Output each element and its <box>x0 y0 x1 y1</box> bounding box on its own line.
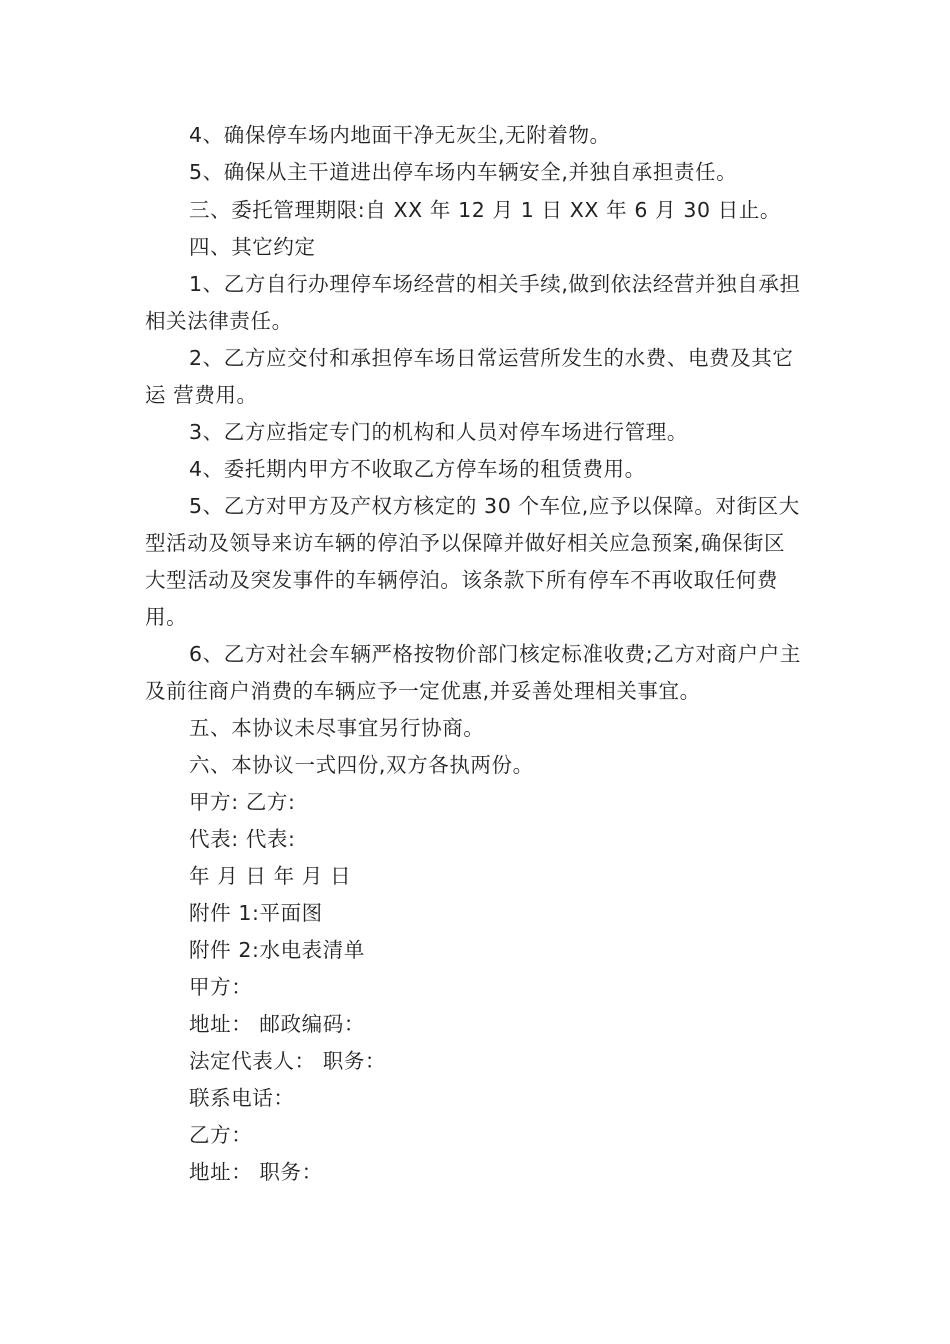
paragraph-clause-4-cleanliness: 4、确保停车场内地面干净无灰尘,无附着物。 <box>189 123 611 147</box>
party-a-legal-rep-position: 法定代表人： 职务： <box>189 1049 387 1073</box>
paragraph-section-5: 五、本协议未尽事宜另行协商。 <box>189 716 485 740</box>
party-a-label: 甲方： <box>189 975 253 999</box>
attachment-2: 附件 2:水电表清单 <box>189 938 365 962</box>
paragraph-other-1: 1、乙方自行办理停车场经营的相关手续,做到依法经营并独自承担相关法律责任。 <box>145 272 801 333</box>
paragraph-other-6: 6、乙方对社会车辆严格按物价部门核定标准收费;乙方对商户户主及前往商户消费的车辆应予一定优惠,并妥善处理相关事宜。 <box>145 642 801 703</box>
paragraph-other-5: 5、乙方对甲方及产权方核定的 30 个车位,应予以保障。对街区大型活动及领导来访车辆的停泊予以保障并做好相关应急预案,确保街区大型活动及突发事件的车辆停泊。该条款下所有停车不再收取任何费用。 <box>145 494 800 629</box>
party-b-label: 乙方： <box>189 1123 253 1147</box>
attachment-1: 附件 1:平面图 <box>189 901 323 925</box>
paragraph-other-4: 4、委托期内甲方不收取乙方停车场的租赁费用。 <box>189 457 646 481</box>
paragraph-other-3: 3、乙方应指定专门的机构和人员对停车场进行管理。 <box>189 420 688 444</box>
signature-dates: 年 月 日 年 月 日 <box>189 864 352 888</box>
party-a-phone: 联系电话： <box>189 1086 295 1110</box>
party-a-address-postcode: 地址： 邮政编码： <box>189 1012 365 1036</box>
signature-representatives: 代表: 代表: <box>189 827 296 851</box>
signature-parties: 甲方: 乙方: <box>189 790 296 814</box>
paragraph-section-6: 六、本协议一式四份,双方各执两份。 <box>189 753 534 777</box>
paragraph-section-3-term: 三、委托管理期限:自 XX 年 12 月 1 日 XX 年 6 月 30 日止。 <box>189 198 782 222</box>
paragraph-section-4-heading: 四、其它约定 <box>189 235 316 259</box>
paragraph-other-2: 2、乙方应交付和承担停车场日常运营所发生的水费、电费及其它运 营费用。 <box>145 346 794 407</box>
paragraph-clause-5-safety: 5、确保从主干道进出停车场内车辆安全,并独自承担责任。 <box>189 160 738 184</box>
party-b-address-position: 地址： 职务： <box>189 1160 323 1184</box>
